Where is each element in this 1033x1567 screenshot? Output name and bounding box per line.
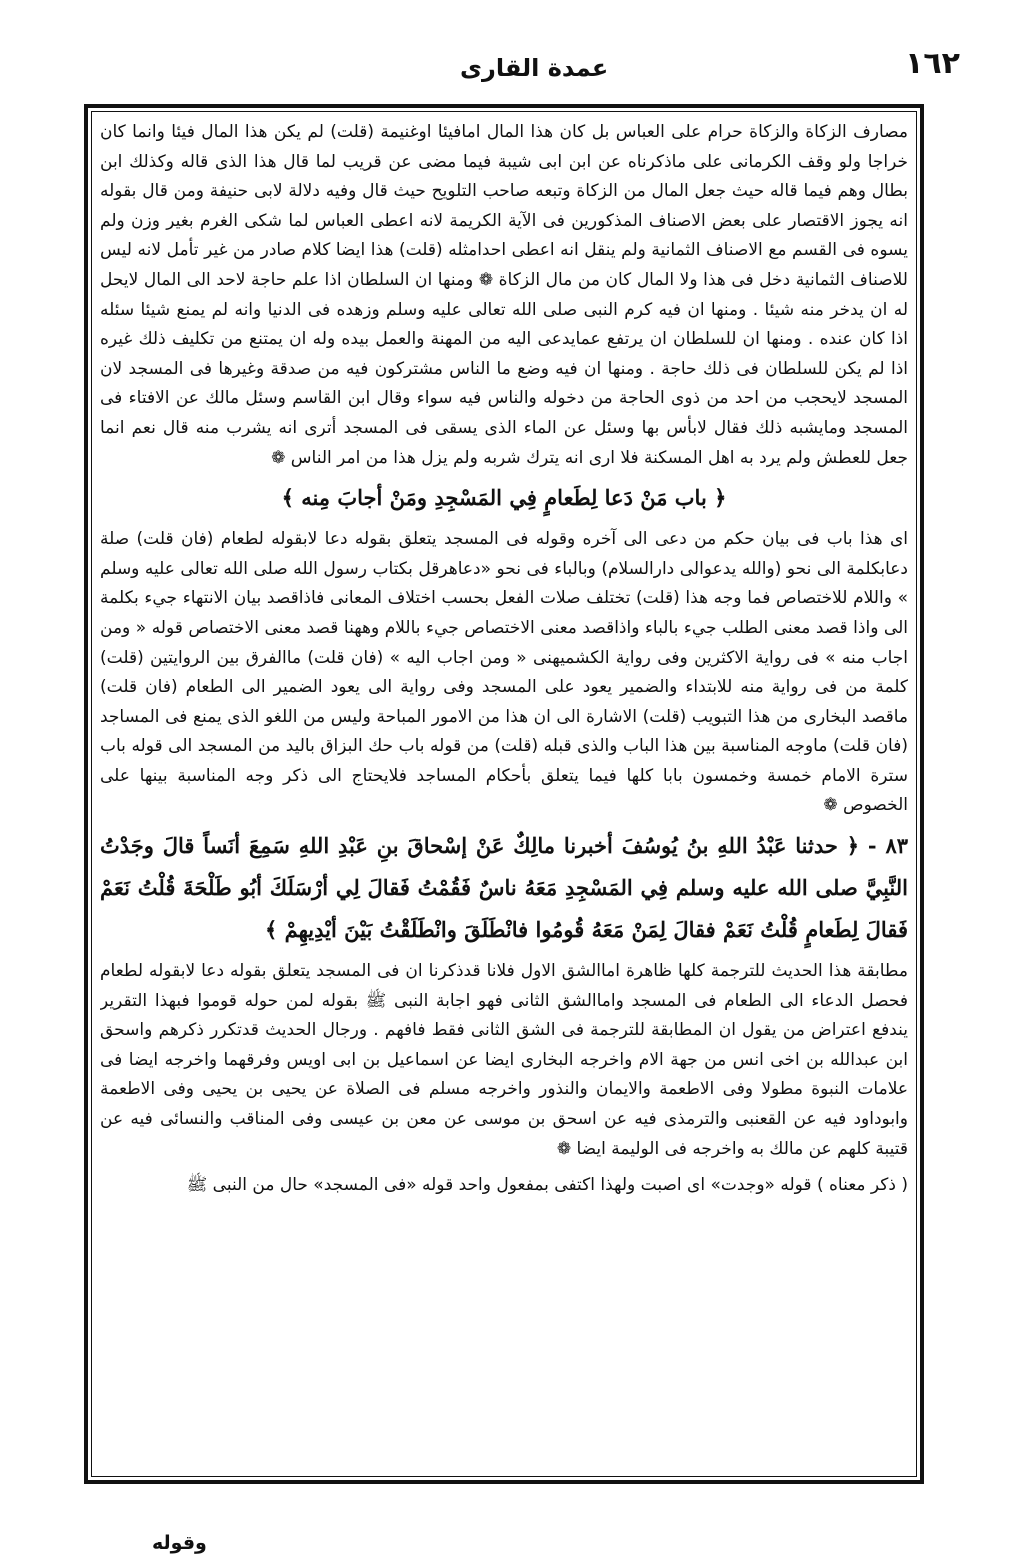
text-body	[100, 118, 908, 1470]
catchword: وقوله	[152, 1532, 207, 1554]
hadith-text: ٨٣ - ﴿ حدثنا عَبْدُ اللهِ بنُ يُوسُفَ أخبرنا مالِكٌ عَنْ إسْحاقَ بنِ عَبْدِ اللهِ سَمِعَ أنَساً قالَ وجَدْتُ النَّبِيَّ صلى الله عليه وسلم فِي المَسْجِدِ مَعَهُ ناسٌ فَقُمْتُ فَقالَ لِي أرْسَلَكَ أبُو طَلْحَةَ قُلْتُ نَعَمْ فَقالَ لِطَعامٍ قُلْتُ نَعَمْ فقالَ لِمَنْ مَعَهُ قُومُوا فانْطَلَقَ وانْطَلَقْتُ بَيْنَ أيْدِيهِمْ ﴾	[100, 833, 908, 943]
page-number: ١٦٢	[905, 46, 960, 81]
commentary-last-line: ( ذكر معناه ) قوله «وجدت» اى اصبت ولهذا اكتفى بمفعول واحد قوله «فى المسجد» حال من النبى ﷺ	[186, 1175, 908, 1196]
commentary-paragraph-2: اى هذا باب فى بيان حكم من دعى الى آخره وقوله فى المسجد يتعلق بقوله دعا لابقوله لطعام (فان قلت) صلة دعابكلمة الى نحو (والله يدعوالى دارالسلام) وبالباء فى نحو «دعاهرقل بكتاب رسول الله صلى الله تعالى عليه وسلم » واللام للاختصاص فما وجه هذا (قلت) تختلف صلات الفعل بحسب اختلاف المعانى فاذاقصد بيان الانتهاء جيء بكلمة الى واذا قصد معنى الطلب جيء بالباء واذاقصد معنى الاختصاص جيء باللام وههنا قصد معنى الاختصاص قوله « ومن اجاب منه » فى رواية الاكثرين وفى رواية الكشميهنى « ومن اجاب اليه » (فان قلت) ماالفرق بين الروايتين (قلت) كلمة من فى رواية منه للابتداء والضمير يعود على المسجد وفى رواية الى يعود الضمير الى الطعام (فان قلت) ماقصد البخارى من هذا التبويب (قلت) الاشارة الى ان هذا من الامور المباحة وليس من اللغو الذى يمنع فى المساجد (فان قلت) ماوجه المناسبة بين هذا الباب والذى قبله (قلت) من قوله باب حك البزاق باليد من المسجد الى قوله باب سترة الامام خمسة وخمسون بابا كلها فيما يتعلق بأحكام المساجد فلايحتاج الى ذكر وجه المناسبة بينها على الخصوص ❁	[100, 529, 908, 816]
text-frame	[84, 104, 924, 1484]
commentary-paragraph-1: مصارف الزكاة والزكاة حرام على العباس بل كان هذا المال امافيئا اوغنيمة (قلت) لم يكن هذا المال فيئا وانما كان خراجا ولو وقف الكرمانى على ماذكرناه عن ابن ابى شيبة فيما مضى عن قريب لما قال هذا الذى قاله وكذلك ابن بطال وهم فيما قاله حيث جعل المال من الزكاة وتبعه صاحب التلويح حيث قال وفيه دلالة لابى حنيفة ومن قال بقوله انه يجوز الاقتصار على بعض الاصناف المذكورين فى الآية الكريمة لانه اعطى العباس لما شكى الغرم بغير وزن ولم يسوه فى القسم مع الاصناف الثمانية ولم ينقل انه اعطى احدامثله (قلت) هذا ايضا كلام صادر من غير تأمل لانه ليس للاصناف الثمانية دخل فى هذا ولا المال كان من مال الزكاة ❁ ومنها ان السلطان اذا علم حاجة لاحد الى المال لايحل له ان يدخر منه شيئا . ومنها ان فيه كرم النبى صلى الله تعالى عليه وسلم وزهده فى الدنيا وانه لم يمنع شيئا سئله اذا كان عنده . ومنها ان للسلطان ان يرتفع عمايدعى اليه من المهنة والعمل بيده وله ان يمتنع من تكليف ذلك غيره اذا لم يكن للسلطان فى ذلك حاجة . ومنها ان فيه وضع ما الناس مشتركون فيه من صدقة وغيرها فى المسجد لان المسجد لايحجب من احد من ذوى الحاجة من دخوله والناس فيه سواء وقال ابن القاسم وسئل مالك عن الافتاء فى المسجد ومايشبه ذلك فقال لابأس بها وسئل عن الماء الذى يسقى فى المسجد أترى انه يشرب منه قال نعم انما جعل للعطش ولم يرد به اهل المسكنة فلا ارى انه يترك شربه ولم يزل هذا من امر الناس ❁	[100, 122, 908, 468]
commentary-paragraph-3: مطابقة هذا الحديث للترجمة كلها ظاهرة اماالشق الاول فلانا قدذكرنا ان فى المسجد يتعلق بقوله دعا لابقوله لطعام فحصل الدعاء الى الطعام فى المسجد واماالشق الثانى فهو اجابة النبى ﷺ بقوله لمن حوله قوموا فبهذا التقرير يندفع اعتراض من يقول ان المطابقة للترجمة فى الشق الثانى فقط فافهم . ورجال الحديث قدتكرر ذكرهم واسحق ابن عبدالله بن اخى انس من جهة الام واخرجه البخارى ايضا عن اسماعيل بن ابى اويس وفرقهما واخرجه ايضا فى علامات النبوة مطولا وفى الاطعمة والايمان والنذور واخرجه مسلم فى الصلاة عن يحيى بن يحيى وفى الاطعمة وابوداود فيه عن القعنبى والترمذى فيه عن اسحق بن موسى عن معن بن عيسى وفى المناقب والنسائى فيه عن قتيبة كلهم عن مالك به واخرجه فى الوليمة ايضا ❁	[100, 961, 908, 1159]
page-header	[80, 40, 960, 92]
running-title: عمدة القارى	[460, 54, 609, 82]
chapter-heading: ﴿ باب مَنْ دَعا لِطَعامٍ فِي المَسْجِدِ ومَنْ أجابَ مِنه ﴾	[281, 485, 727, 511]
